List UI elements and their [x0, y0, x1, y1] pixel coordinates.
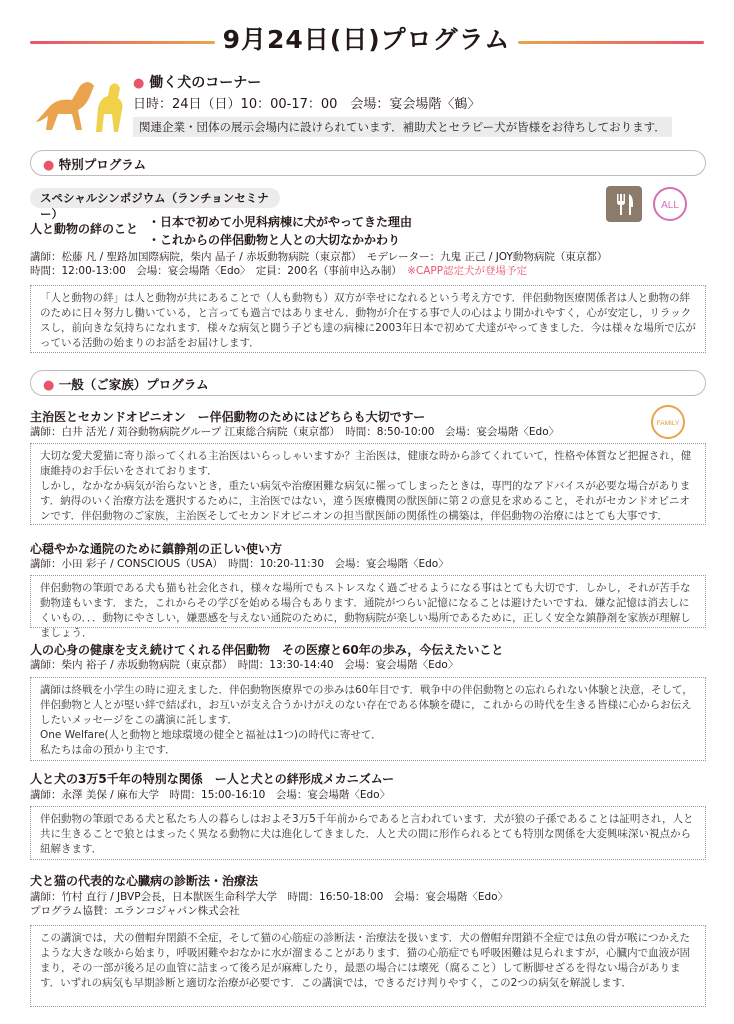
bullet-icon: ●	[43, 158, 55, 173]
family-badge	[650, 404, 686, 440]
svg-text:FAMILY: FAMILY	[656, 420, 680, 427]
session-5-desc-p1: この講演では，犬の僧帽弁閉鎖不全症，そして猫の心筋症の診断法・治療法を扱います．犬の僧帽弁閉鎖不全症では魚の骨が喉につかえたような大きな咳から始まり，呼吸困難やおなかに水が溜まることがあります．猫の心筋症でも呼吸困難は見られますが，心臓内で血液が固まり，その一部が後ろ足の血管に詰まって後ろ足が麻痺したり，最悪の場合には壊死（腐ること）して断脚せざるを得ない場合があります．いずれの病気も早期診断と適切な治療が必要です．この講演では，できるだけ判りやすく，この2つの病気を解説します．	[40, 932, 691, 989]
session-3-desc-p3: 私たちは命の預かり主です．	[40, 744, 176, 756]
symposium-speakers: 講師：松藤 凡 / 聖路加国際病院，柴内 晶子 / 赤坂動物病院（東京都） モデレーター：九鬼 正己 / JOY動物病院（東京都）	[30, 251, 608, 263]
session-2-description	[30, 575, 706, 639]
session-5-meta: 講師：竹村 直行 / JBVP会長，日本獣医生命科学大学 時間：16:50-18:00 会場：宴会場階〈Edo〉	[30, 891, 509, 903]
session-1-desc-p1: 大切な愛犬愛猫に寄り添ってくれる主治医はいらっしゃいますか？主治医は，健康な時から診てくれていて，性格や体質など把握され，健康維持のお手伝いをされております．	[40, 450, 692, 477]
general-program-heading: 一般（ご家族）プログラム	[58, 377, 209, 392]
special-program-header	[30, 150, 706, 176]
session-5-title: 犬と猫の代表的な心臓病の診断法・治療法	[30, 874, 259, 888]
session-4-meta: 講師：永澤 美保 / 麻布大学 時間：15:00-16:10 会場：宴会場階〈Edo〉	[30, 789, 391, 801]
session-3-description	[30, 677, 706, 761]
session-2-title: 心穏やかな通院のために鎮静剤の正しい使い方	[30, 542, 283, 556]
corner-time: 日時：24日（日）10：00-17：00 会場：宴会場階〈鶴〉	[133, 97, 481, 112]
symposium-note: ※CAPP認定犬が登場予定	[407, 265, 528, 277]
bullet-icon: ●	[43, 378, 55, 393]
session-5-sponsor: プログラム協賛：エランコジャパン株式会社	[30, 905, 240, 917]
symposium-subtitle-2: ・これからの伴侶動物と人との大切なかかわり	[148, 233, 401, 247]
page-title: 9月24日(日)プログラム	[222, 25, 511, 54]
session-4-description	[30, 806, 706, 860]
title-line-left	[30, 41, 215, 44]
bullet-icon: ●	[133, 76, 145, 91]
session-3-desc-p1: 講師は終戦を小学生の時に迎えました．伴侶動物医療界での歩みは60年目です．戦争中の伴侶動物との忘れられない体験と決意，そして，伴侶動物と人とが堅い絆で結ばれ，お互いが支え合うかけがえのない存在である体験を礎に，これからの時代を生きる皆様に心からお伝えしたいメッセージをこの講演に託します．	[40, 684, 693, 726]
working-dog-corner	[133, 72, 713, 137]
session-1-desc-p2: しかし，なかなか病気が治らないとき，重たい病気や治療困難な病気に罹ってしまったときは，専門的なアドバイスが必要な場合があります．納得のいく治療方法を選択するために，主治医ではない，違う医療機関の獣医師に第２の意見を求めること，それがセカンドオピニオンです．伴侶動物のご家族，主治医そしてセカンドオピニオンの担当獣医師の関係性の構築は，伴侶動物の治療にはとても大事です．	[40, 480, 691, 522]
title-bar	[0, 18, 734, 62]
title-line-right	[518, 41, 704, 44]
session-4-title: 人と犬の3万5千年の特別な関係 ー人と犬との絆形成メカニズムー	[30, 772, 395, 786]
session-3-meta: 講師：柴内 裕子 / 赤坂動物病院（東京都） 時間：13:30-14:40 会場：宴会場階〈Edo〉	[30, 659, 459, 671]
session-3-title: 人の心身の健康を支え続けてくれる伴侶動物 その医療と60年の歩み，今伝えたいこと	[30, 643, 504, 657]
symposium-desc-text: 「人と動物の絆」は人と動物が共にあることで（人も動物も）双方が幸せになれるという考え方です．伴侶動物医療関係者は人と動物の絆のために日々努力し働いている，と言っても過言ではありません．動物が介在する事で人の心はより開かれやすく，心が安定し，リラックスし，前向きな気持ちになれます．様々な病気と闘う子ども達の病棟に2003年日本で初めて犬達がやってきました．今は様々な場所で広がっている活動の始まりのお話をお届けします．	[40, 292, 696, 349]
session-1-meta: 講師：白井 活光 / 苅谷動物病院グループ 江東総合病院（東京都） 時間：8:50-10:00 会場：宴会場階〈Edo〉	[30, 426, 560, 438]
all-badge	[652, 186, 688, 222]
symposium-subtitle-1: ・日本で初めて小児科病棟に犬がやってきた理由	[148, 215, 413, 229]
fork-knife-icon	[606, 186, 642, 222]
symposium-title: 人と動物の絆のこと	[30, 222, 139, 236]
symposium-label: スペシャルシンポジウム（ランチョンセミナー）	[30, 188, 280, 208]
corner-note: 関連企業・団体の展示会場内に設けられています．補助犬とセラピー犬が皆様をお待ちしております．	[133, 117, 672, 137]
general-program-header	[30, 370, 706, 396]
dogs-icon	[28, 72, 128, 132]
svg-text:ALL: ALL	[661, 200, 679, 211]
special-program-heading: 特別プログラム	[58, 157, 147, 172]
session-5-description	[30, 925, 706, 1007]
session-1-description	[30, 443, 706, 525]
symposium-description	[30, 285, 706, 353]
symposium-time: 時間：12:00-13:00 会場：宴会場階〈Edo〉 定員：200名（事前申込み制）	[30, 265, 397, 277]
session-2-meta: 講師：小田 彩子 / CONSCIOUS（USA） 時間：10:20-11:30 会場：宴会場階〈Edo〉	[30, 558, 449, 570]
corner-title: 働く犬のコーナー	[149, 75, 262, 91]
session-4-desc-p1: 伴侶動物の筆頭である犬と私たち人の暮らしはおよそ3万5千年前からであると言われています．犬が狼の子孫であることは証明され，人と共に生きることで狼とはまったく異なる動物に犬は進化してきました．人と犬の間に形作られるとても特別な関係を大変興味深い視点から紐解きます．	[40, 813, 694, 855]
session-1-title: 主治医とセカンドオピニオン ー伴侶動物のためにはどちらも大切ですー	[30, 410, 426, 424]
session-3-desc-p2: One Welfare(人と動物と地球環境の健全と福祉は1つ)の時代に寄せて．	[40, 729, 382, 741]
session-2-desc-p1: 伴侶動物の筆頭である犬も猫も社会化され，様々な場所でもストレスなく過ごせるようになる事はとても大切です．しかし，それが苦手な動物達もいます．また，これからその学びを始める場合もあります．通院がつらい記憶になることは避けたいですね．嫌な記憶は消去しにくいもの．．．動物にやさしい，嫌悪感を与えない通院のために，動物病院が楽しい場所であるために，正しく安全な鎮静剤を家族が理解しましょう．	[40, 582, 691, 639]
